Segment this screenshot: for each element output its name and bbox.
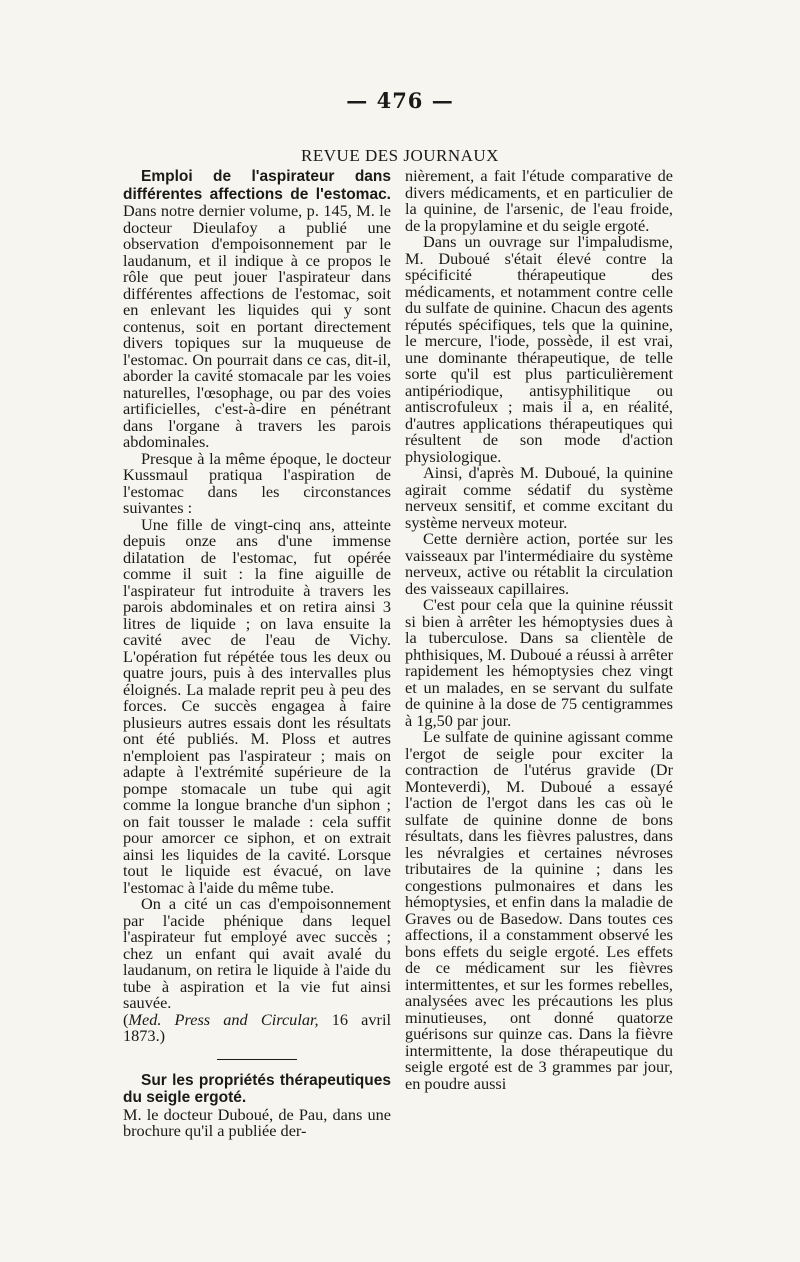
- article-1-paragraph: Dans notre dernier volume, p. 145, M. le docteur Dieulafoy a publié une observation d'empoisonnement par le laudanum, et il indique à ce propos le rôle que peut jouer l'aspirateur dans différentes affections de l'estomac, soit en enlevant les liquides qui y sont contenus, soit en portant directement divers topiques sur la muqueuse de l'estomac. On pourrait dans ce cas, dit-il, aborder la cavité stomacale par les voies naturelles, l'œsophage, ou par des voies artificielles, c'est-à-dire en pénétrant dans l'organe à travers les parois abdominales.: [123, 201, 391, 451]
- article-1-paragraph: Une fille de vingt-cinq ans, atteinte depuis onze ans d'une immense dilatation de l'estomac, fut opérée comme il suit : la fine aiguille de l'aspirateur fut introduite à travers les parois abdominales et on retira ainsi 3 litres de liquide ; on lava ensuite la cavité avec de l'eau de Vichy. L'opération fut répétée tous les deux ou quatre jours, puis à des intervalles plus éloignés. La malade reprit peu à peu des forces. Ce succès engagea à faire plusieurs autres essais dont les résultats ont été publiés. M. Ploss et autres n'emploient pas l'aspirateur ; mais on adapte à l'extrémité supérieure de la pompe stomacale un tube qui agit comme la longue branche d'un siphon ; on fait tousser le malade : cela suffit pour amorcer ce siphon, et on extrait ainsi les liquides de la cavité. Lorsque tout le liquide est évacué, on lave l'estomac à l'aide du même tube.: [123, 514, 391, 897]
- running-head: REVUE DES JOURNAUX: [301, 146, 499, 165]
- section-divider: [217, 1059, 297, 1060]
- left-column: [123, 168, 391, 1140]
- article-1-paragraph: On a cité un cas d'empoisonnement par l'acide phénique dans lequel l'aspirateur fut employé avec succès ; chez un enfant qui avait avalé du laudanum, on retira le liquide à l'aide du tube à aspiration et la vie fut ainsi sauvée.: [123, 894, 391, 1012]
- source-journal: Med. Press and Circular,: [128, 1009, 319, 1029]
- article-2-paragraph: Cette dernière action, portée sur les vaisseaux par l'intermédiaire du système nerveux, active ou rétablit la circulation des vaisseaux capillaires.: [405, 529, 673, 598]
- article-2-paragraph: Dans un ouvrage sur l'impaludisme, M. Duboué s'était élevé contre la spécificité thérapeutique des médicaments, et notamment contre celle du sulfate de quinine. Chacun des agents réputés spécifiques, tels que la quinine, le mercure, l'iode, possède, il est vrai, une dominante thérapeutique, de telle sorte qu'il est plus particulièrement antipériodique, antisyphilitique ou antiscrofuleux ; mais il a, en réalité, d'autres applications thérapeutiques qui résultent de son mode d'action physiologique.: [405, 232, 673, 466]
- article-2-title: Sur les propriétés thérapeutiques du seigle ergoté.: [123, 1071, 391, 1106]
- article-2-title-line: [123, 1072, 391, 1107]
- article-1-title: Emploi de l'aspirateur dans différentes affections de l'estomac.: [123, 168, 391, 203]
- article-2-paragraph: Le sulfate de quinine agissant comme l'ergot de seigle pour exciter la contraction de l'utérus gravide (Dr Monteverdi), M. Duboué a essayé l'action de l'ergot dans les cas où le sulfate de quinine donne de bons résultats, dans les fièvres palustres, dans les névralgies et certaines névroses tributaires de la quinine ; dans les congestions pulmonaires et dans les hémoptysies, et enfin dans la maladie de Graves ou de Basedow. Dans toutes ces affections, il a constamment observé les bons effets du seigle ergoté. Les effets de ce médicament sur les fièvres intermittentes, et sur les formes rebelles, analysées avec les précautions les plus minutieuses, ont donné quatorze guérisons sur quinze cas. Dans la fièvre intermittente, la dose thérapeutique du seigle ergoté est de 3 grammes par jour, en poudre aussi: [405, 727, 673, 1093]
- page-number: — 476 —: [346, 88, 454, 113]
- right-column: [405, 168, 673, 1092]
- article-2-paragraph: Ainsi, d'après M. Duboué, la quinine agirait comme sédatif du système nerveux sensitif, et comme excitant du système nerveux moteur.: [405, 463, 673, 532]
- article-2-paragraph: C'est pour cela que la quinine réussit si bien à arrêter les hémoptysies dues à la tuberculose. Dans sa clientèle de phthisiques, M. Duboué a réussi à arrêter rapidement les hémoptysies chez vingt et un malades, en se servant du sulfate de quinine à la dose de 75 centigrammes à 1g,50 par jour.: [405, 595, 673, 730]
- article-1-source: [123, 1009, 391, 1045]
- article-1-paragraph: Presque à la même époque, le docteur Kussmaul pratiqua l'aspiration de l'estomac dans les circonstances suivantes :: [123, 448, 391, 517]
- source-paren: (: [123, 1009, 129, 1029]
- source-date: 16 avril 1873.): [123, 1009, 391, 1045]
- article-2-paragraph: nièrement, a fait l'étude comparative de divers médicaments, et en particulier de la quinine, de l'arsenic, de l'eau froide, de la propylamine et du seigle ergoté.: [405, 166, 673, 235]
- article-1-opening: [123, 168, 391, 451]
- article-2-paragraph: M. le docteur Duboué, de Pau, dans une brochure qu'il a publiée der-: [123, 1104, 391, 1140]
